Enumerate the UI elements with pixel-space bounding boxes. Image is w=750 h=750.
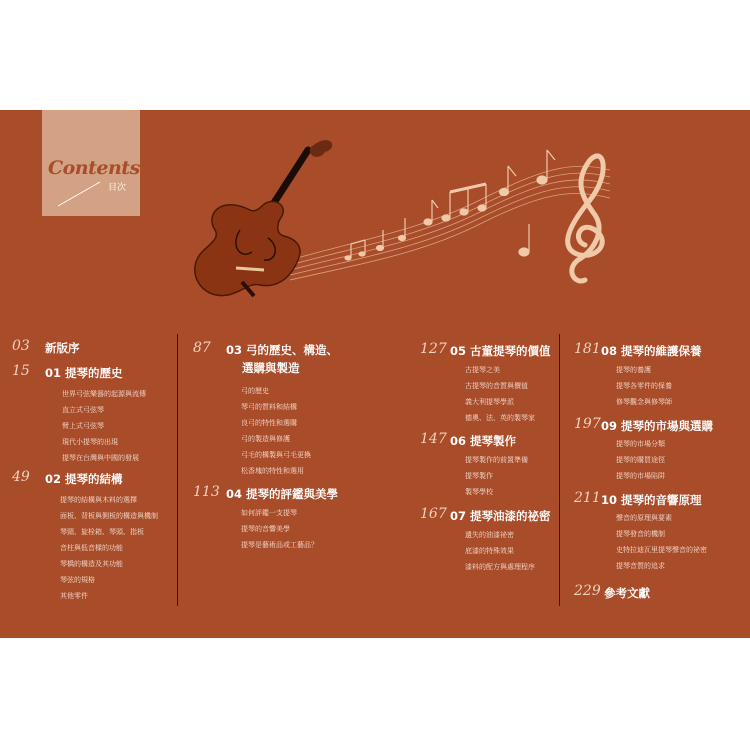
section-title: 04 提琴的評鑑與美學: [226, 487, 339, 501]
toc-item[interactable]: 提琴的養護: [616, 366, 651, 374]
section-title: 07 提琴油漆的祕密: [450, 509, 551, 523]
toc-item[interactable]: 提琴是藝術品或工藝品？: [241, 541, 318, 549]
column-divider: [559, 334, 560, 606]
section-title: 09 提琴的市場與選購: [601, 419, 714, 433]
violin-illustration: [195, 140, 332, 296]
page-number: 211: [574, 490, 601, 506]
toc-item[interactable]: 製琴學校: [465, 488, 493, 496]
contents-heading-box: [42, 110, 140, 216]
page-number: 15: [12, 363, 30, 379]
toc-item[interactable]: 提琴的購買途徑: [616, 456, 665, 464]
toc-item[interactable]: 德奧、法、英的製琴家: [465, 414, 535, 422]
page-number: 03: [12, 338, 30, 354]
toc-item[interactable]: 臂上式弓弦琴: [62, 422, 104, 430]
toc-item[interactable]: 直立式弓弦琴: [62, 406, 104, 414]
contents-subtitle: 目次: [108, 183, 127, 193]
page-number: 127: [420, 341, 447, 357]
section-title: 01 提琴的歷史: [45, 366, 123, 380]
toc-item[interactable]: 弓的製造與修護: [241, 435, 290, 443]
toc-item[interactable]: 提琴發音的機制: [616, 530, 665, 538]
section-title: 05 古董提琴的價值: [450, 344, 551, 358]
page-number: 87: [193, 340, 211, 356]
section-title: 03 弓的歷史、構造、: [226, 343, 339, 357]
toc-item[interactable]: 提琴音質的追求: [616, 562, 665, 570]
contents-title: Contents: [48, 157, 140, 179]
section-title: 10 提琴的音響原理: [601, 493, 702, 507]
music-staff-lines: [290, 166, 610, 280]
toc-item[interactable]: 古提琴的音質與價值: [465, 382, 528, 390]
violin-music-illustration: [180, 120, 630, 320]
toc-item[interactable]: 松香塊的特性和選用: [241, 467, 304, 475]
toc-item[interactable]: 提琴的結構與木料的選擇: [60, 496, 137, 504]
section-title: 02 提琴的結構: [45, 472, 123, 486]
toc-item[interactable]: 提琴的市場分類: [616, 440, 665, 448]
section-title: 06 提琴製作: [450, 434, 517, 448]
toc-item[interactable]: 如何評鑑一支提琴: [241, 509, 297, 517]
page-number: 147: [420, 431, 447, 447]
toc-item[interactable]: 音柱與低音樑的功能: [60, 544, 123, 552]
section-title: 參考文獻: [604, 586, 650, 600]
toc-item[interactable]: 修琴觀念與修琴師: [616, 398, 672, 406]
toc-item[interactable]: 史特拉迪瓦里提琴聲音的祕密: [616, 546, 707, 554]
page-number: 229: [574, 583, 601, 599]
toc-item[interactable]: 琴弦的規格: [60, 576, 95, 584]
toc-item[interactable]: 良弓的特性和選購: [241, 419, 297, 427]
toc-item[interactable]: 聲音的原理與要素: [616, 514, 672, 522]
slash-decoration: [56, 180, 102, 208]
toc-item[interactable]: 琴橋的構造及其功能: [60, 560, 123, 568]
toc-item[interactable]: 提琴製作的前置準備: [465, 456, 528, 464]
toc-item[interactable]: 漆料的配方與處理程序: [465, 563, 535, 571]
page-number: 49: [12, 469, 30, 485]
toc-item[interactable]: 其他零件: [60, 592, 88, 600]
toc-item[interactable]: 世界弓弦樂器的起源與流傳: [62, 390, 146, 398]
toc-item[interactable]: 提琴的市場陷阱: [616, 472, 665, 480]
page-number: 167: [420, 506, 447, 522]
toc-item[interactable]: 琴頸、旋栓箱、琴頭、指板: [60, 528, 144, 536]
toc-item[interactable]: 義大利提琴學派: [465, 398, 514, 406]
page-number: 181: [574, 341, 601, 357]
page-number: 113: [193, 484, 220, 500]
toc-item[interactable]: 古提琴之美: [465, 366, 500, 374]
section-title: 新版序: [45, 341, 80, 355]
column-divider: [177, 334, 178, 606]
contents-panel: [0, 110, 750, 638]
toc-item[interactable]: 琴弓的質料和結構: [241, 403, 297, 411]
toc-item[interactable]: 弓的歷史: [241, 387, 269, 395]
toc-item[interactable]: 現代小提琴的出現: [62, 438, 118, 446]
toc-item[interactable]: 提琴製作: [465, 472, 493, 480]
toc-item[interactable]: 面板、背板與側板的構造與機制: [60, 512, 158, 520]
toc-item[interactable]: 底漆的特殊效果: [465, 547, 514, 555]
toc-item[interactable]: 遺失的油漆祕密: [465, 531, 514, 539]
toc-item[interactable]: 提琴各零件的保養: [616, 382, 672, 390]
section-title: 08 提琴的維護保養: [601, 344, 702, 358]
toc-item[interactable]: 提琴在台灣與中國的發展: [62, 454, 139, 462]
page-number: 197: [574, 416, 601, 432]
toc-item[interactable]: 提琴的音響美學: [241, 525, 290, 533]
toc-item[interactable]: 弓毛的構製與弓毛更換: [241, 451, 311, 459]
section-title-line-2: 選購與製造: [242, 361, 300, 375]
